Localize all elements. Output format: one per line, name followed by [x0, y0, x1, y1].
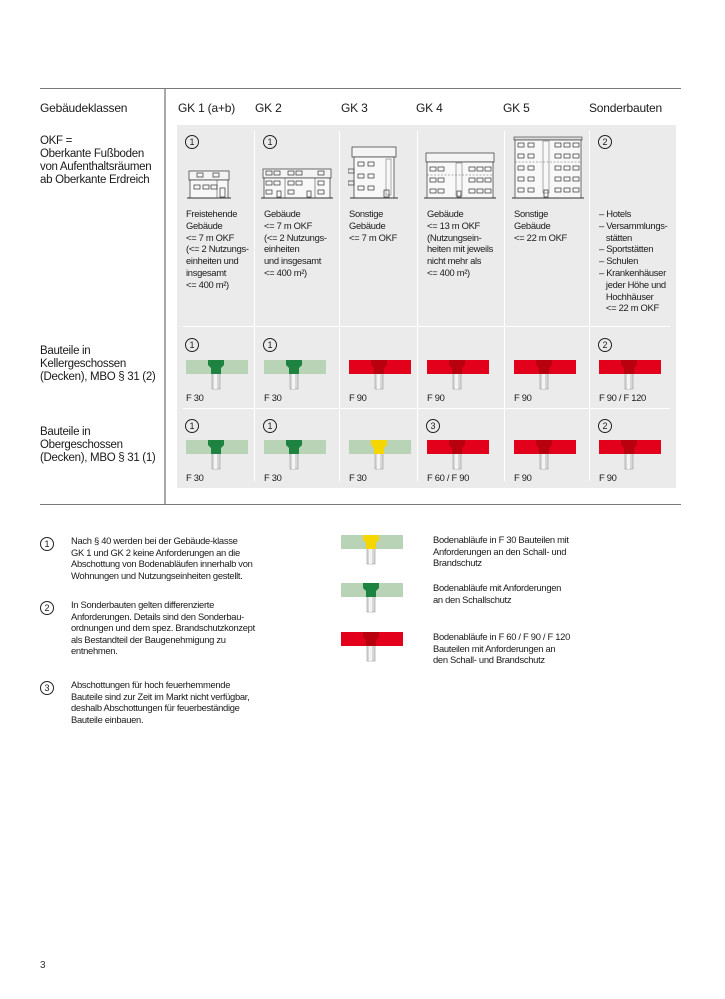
fire-rating-keller: F 90 / F 120 — [599, 392, 646, 403]
fire-rating-keller: F 30 — [264, 392, 282, 403]
fire-rating-ober: F 90 — [599, 472, 617, 483]
okf-definition: OKF = Oberkante Fußboden von Aufenthaltsräumen ab Oberkante Erdreich — [40, 135, 152, 186]
col-header-gk5: GK 5 — [503, 101, 530, 115]
drain-green-icon — [186, 440, 248, 470]
note-marker: 2 — [598, 338, 612, 352]
col-header-gk2: GK 2 — [255, 101, 282, 115]
legend-drain-yellow-icon — [341, 535, 403, 565]
legend-text: Bodenabläufe mit Anforderungen an den Schallschutz — [433, 582, 562, 605]
fire-rating-keller: F 30 — [186, 392, 204, 403]
footnote-marker: 1 — [40, 537, 54, 551]
row-header-gebaeudeklassen: Gebäudeklassen — [40, 101, 128, 115]
building-gk5-icon — [512, 135, 584, 204]
fire-rating-ober: F 60 / F 90 — [427, 472, 470, 483]
note-marker: 1 — [263, 135, 277, 149]
col-header-gk3: GK 3 — [341, 101, 368, 115]
row-label-ober: Bauteile in Obergeschossen (Decken), MBO § 31 (1) — [40, 426, 156, 464]
fire-rating-keller: F 90 — [427, 392, 445, 403]
fire-rating-ober: F 90 — [514, 472, 532, 483]
col-header-sonderbauten: Sonderbauten — [589, 101, 662, 115]
drain-red-icon — [514, 360, 576, 390]
drain-green-icon — [264, 360, 326, 390]
note-marker: 1 — [263, 338, 277, 352]
drain-red-icon — [599, 440, 661, 470]
page-number: 3 — [40, 960, 46, 971]
drain-green-icon — [186, 360, 248, 390]
drain-red-icon — [599, 360, 661, 390]
footnote-marker: 3 — [40, 681, 54, 695]
footnote-text: In Sonderbauten gelten differenzierte Anforderungen. Details sind den Sonderbau- ordnungen und dem spez. Brandschutzkonzept als Bestandteil der Baugenehmigung zu entnehmen. — [71, 599, 255, 657]
classification-panel — [177, 125, 676, 488]
class-description: Freistehende Gebäude <= 7 m OKF (<= 2 Nutzungs- einheiten und insgesamt <= 400 m²) — [186, 208, 249, 290]
label-divider — [164, 89, 166, 504]
drain-green-icon — [264, 440, 326, 470]
bottom-rule — [40, 504, 681, 505]
note-marker: 1 — [185, 338, 199, 352]
class-column — [177, 125, 255, 488]
note-marker: 1 — [185, 419, 199, 433]
note-marker: 1 — [185, 135, 199, 149]
class-column — [340, 125, 418, 488]
fire-rating-keller: F 90 — [514, 392, 532, 403]
building-gk1-icon — [187, 169, 231, 204]
legend-text: Bodenabläufe in F 30 Bauteilen mit Anforderungen an den Schall- und Brandschutz — [433, 534, 569, 569]
building-gk4-icon — [424, 151, 496, 204]
drain-red-icon — [427, 360, 489, 390]
legend-text: Bodenabläufe in F 60 / F 90 / F 120 Bauteilen mit Anforderungen an den Schall- und Brandschutz — [433, 631, 570, 666]
col-header-gk4: GK 4 — [416, 101, 443, 115]
footnote-text: Abschottungen für hoch feuerhemmende Bauteile sind zur Zeit im Markt nicht verfügbar, deshalb Abschottungen für feuerbeständige Bauteile einbauen. — [71, 679, 250, 725]
fire-rating-ober: F 30 — [186, 472, 204, 483]
fire-rating-ober: F 30 — [349, 472, 367, 483]
top-rule — [40, 88, 681, 89]
fire-rating-ober: F 30 — [264, 472, 282, 483]
building-gk3-icon — [348, 145, 398, 204]
class-column — [418, 125, 505, 488]
class-column — [255, 125, 340, 488]
col-header-gk1: GK 1 (a+b) — [178, 101, 236, 115]
class-description: Sonstige Gebäude <= 22 m OKF — [514, 208, 567, 243]
legend-drain-red-icon — [341, 632, 403, 662]
drain-red-icon — [514, 440, 576, 470]
note-marker: 1 — [263, 419, 277, 433]
class-description: Sonstige Gebäude <= 7 m OKF — [349, 208, 398, 243]
drain-red-icon — [427, 440, 489, 470]
note-marker: 2 — [598, 135, 612, 149]
drain-yellow-icon — [349, 440, 411, 470]
class-column — [505, 125, 590, 488]
legend-drain-green-icon — [341, 583, 403, 613]
class-description: Gebäude <= 13 m OKF (Nutzungsein- heiten mit jeweils nicht mehr als <= 400 m²) — [427, 208, 493, 278]
fire-rating-keller: F 90 — [349, 392, 367, 403]
note-marker: 3 — [426, 419, 440, 433]
drain-red-icon — [349, 360, 411, 390]
note-marker: 2 — [598, 419, 612, 433]
building-gk2-icon — [261, 167, 333, 204]
class-column — [590, 125, 676, 488]
footnote-marker: 2 — [40, 601, 54, 615]
class-description: Gebäude <= 7 m OKF (<= 2 Nutzungs- einheiten und insgesamt <= 400 m²) — [264, 208, 327, 278]
row-label-keller: Bauteile in Kellergeschossen (Decken), MBO § 31 (2) — [40, 345, 156, 383]
class-description: – Hotels – Versammlungs- stätten – Sportstätten – Schulen – Krankenhäuser jeder Höhe und Hochhäuser <= 22 m OKF — [599, 208, 668, 314]
footnote-text: Nach § 40 werden bei der Gebäude-klasse GK 1 und GK 2 keine Anforderungen an die Abschottung von Bodenabläufen innerhalb von Wohnungen und Nutzungseinheiten gestellt. — [71, 535, 253, 581]
